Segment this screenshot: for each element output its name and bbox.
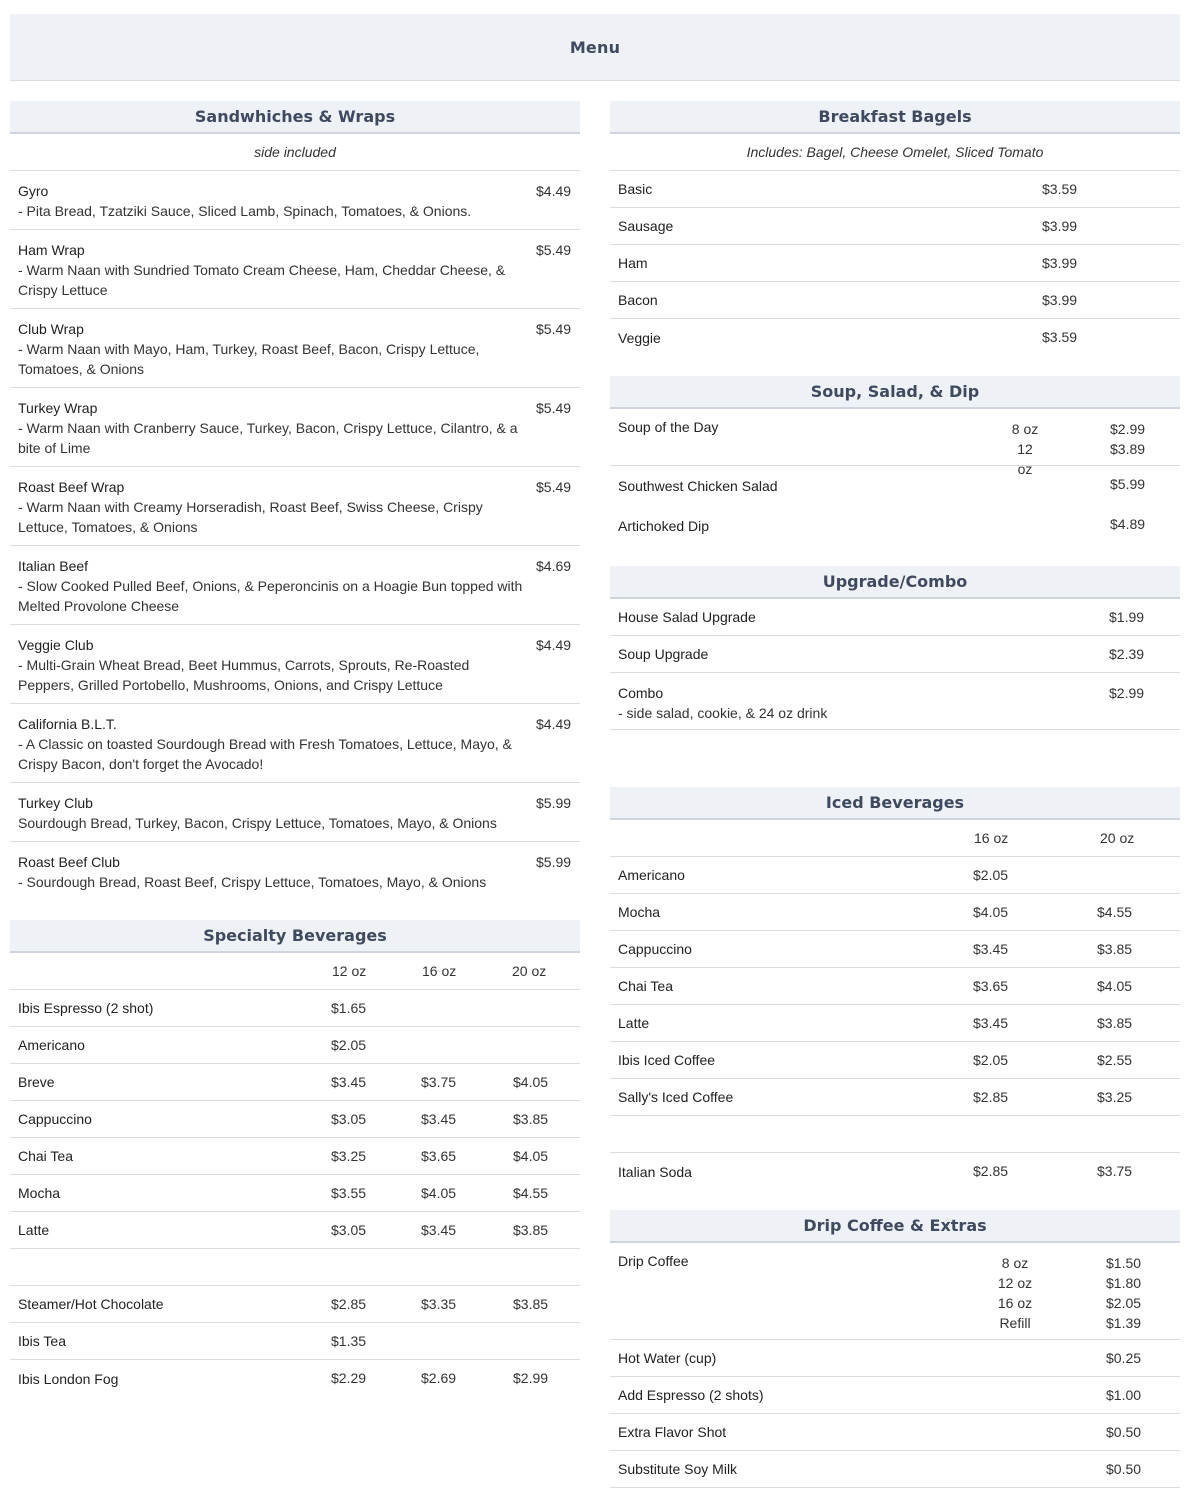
size-label: 12 oz <box>997 1275 1033 1291</box>
size-label: 8 oz <box>1001 1255 1029 1271</box>
spacer-row <box>610 1116 1180 1153</box>
item-name: Italian Beef <box>18 558 89 574</box>
item-text <box>18 635 528 695</box>
item-price: $3.45 <box>421 1222 457 1238</box>
specialty-list-2 <box>10 1286 580 1397</box>
upgrade-list <box>610 599 1180 673</box>
table-row <box>10 990 580 1027</box>
list-item <box>610 599 1180 636</box>
list-item <box>610 1340 1180 1377</box>
item-name: Steamer/Hot Chocolate <box>18 1296 164 1312</box>
item-name: Combo <box>618 685 664 701</box>
item-price: $4.49 <box>536 183 572 199</box>
item-name: Add Espresso (2 shots) <box>618 1387 764 1403</box>
item-price: $5.49 <box>536 479 572 495</box>
item-name: Cappuccino <box>18 1111 92 1127</box>
size-list <box>990 1253 1040 1333</box>
menu-item <box>10 704 580 783</box>
list-item <box>610 319 1180 356</box>
item-name: Southwest Chicken Salad <box>618 478 778 494</box>
item-text <box>18 240 528 300</box>
table-row <box>10 1212 580 1249</box>
menu-item <box>10 625 580 704</box>
item-price: $0.50 <box>1106 1461 1142 1477</box>
item-name: Substitute Soy Milk <box>618 1461 738 1477</box>
item-price: $4.49 <box>536 637 572 653</box>
section-note: Includes: Bagel, Cheese Omelet, Sliced Tomato <box>610 134 1180 171</box>
item-name: Breve <box>18 1074 55 1090</box>
item-name: Veggie <box>618 329 661 346</box>
table-row <box>10 1064 580 1101</box>
left-column <box>10 101 580 1397</box>
item-name: Ibis Tea <box>18 1333 66 1349</box>
sandwiches-section <box>10 101 580 900</box>
size-label: 12 oz <box>332 963 367 979</box>
iced-section <box>610 787 1180 1190</box>
item-price: $3.99 <box>1042 255 1078 271</box>
item-price: $2.39 <box>1109 646 1145 662</box>
item-name: Latte <box>18 1222 50 1238</box>
item-price: $4.05 <box>1097 978 1133 994</box>
sandwich-list <box>10 171 580 900</box>
item-price: $3.45 <box>973 941 1009 957</box>
item-name: Gyro <box>18 183 49 199</box>
iced-list-2 <box>610 1153 1180 1190</box>
menu-item <box>10 467 580 546</box>
item-price: $5.99 <box>536 854 572 870</box>
item-name: Chai Tea <box>18 1148 74 1164</box>
item-price: $4.55 <box>513 1185 549 1201</box>
item-name: Roast Beef Wrap <box>18 479 125 495</box>
item-price: $3.35 <box>421 1296 457 1312</box>
item-price: $2.05 <box>973 1052 1009 1068</box>
item-price: $1.80 <box>1106 1275 1142 1291</box>
item-price: $5.99 <box>536 795 572 811</box>
spacer-row <box>10 1249 580 1286</box>
soup-list <box>610 466 1180 546</box>
item-price: $4.05 <box>513 1074 549 1090</box>
item-price: $3.25 <box>331 1148 367 1164</box>
item-price: $3.25 <box>1097 1089 1133 1105</box>
drip-section <box>610 1210 1180 1488</box>
item-name: Cappuccino <box>618 941 692 957</box>
item-name: Sausage <box>618 218 674 234</box>
item-name: Mocha <box>618 904 661 920</box>
table-row <box>10 1360 580 1397</box>
item-desc: - Warm Naan with Cranberry Sauce, Turkey, Bacon, Crispy Lettuce, Cilantro, & a bite of Lime <box>18 420 518 456</box>
table-row <box>10 1323 580 1360</box>
item-name: Extra Flavor Shot <box>618 1424 727 1440</box>
item-name: Club Wrap <box>18 321 84 337</box>
table-row <box>10 1286 580 1323</box>
item-name: Ibis Espresso (2 shot) <box>18 1000 154 1016</box>
item-price: $2.85 <box>973 1163 1009 1179</box>
item-price: $2.05 <box>1106 1295 1142 1311</box>
item-name: Soup of the Day <box>618 419 719 435</box>
item-price: $1.65 <box>331 1000 367 1016</box>
table-row <box>610 857 1180 894</box>
iced-list <box>610 857 1180 1116</box>
table-row <box>610 1153 1180 1190</box>
item-name: Roast Beef Club <box>18 854 120 870</box>
section-note: side included <box>10 134 580 171</box>
section-title: Iced Beverages <box>610 787 1180 820</box>
page-header <box>10 14 1180 81</box>
item-price: $1.99 <box>1109 609 1145 625</box>
size-label: 12 oz <box>1017 441 1033 477</box>
item-price: $3.65 <box>421 1148 457 1164</box>
item-text <box>18 714 528 774</box>
item-name: Ibis Iced Coffee <box>618 1052 716 1068</box>
item-name: Latte <box>618 1015 650 1031</box>
item-price: $2.99 <box>1109 685 1145 701</box>
item-price: $1.39 <box>1106 1315 1142 1331</box>
item-price: $3.59 <box>1042 329 1078 345</box>
item-price: $1.50 <box>1106 1255 1142 1271</box>
item-price: $0.25 <box>1106 1350 1142 1366</box>
menu-item <box>10 546 580 625</box>
size-label: 8 oz <box>1011 421 1039 437</box>
item-name: Americano <box>18 1037 85 1053</box>
table-row <box>10 1101 580 1138</box>
item-price: $2.85 <box>973 1089 1009 1105</box>
table-row <box>610 968 1180 1005</box>
section-title: Breakfast Bagels <box>610 101 1180 134</box>
item-name: Drip Coffee <box>618 1253 689 1269</box>
item-name: Turkey Club <box>18 795 93 811</box>
table-row <box>10 1027 580 1064</box>
table-row <box>610 1042 1180 1079</box>
item-desc: - side salad, cookie, & 24 oz drink <box>618 705 828 721</box>
item-price: $3.75 <box>1097 1163 1133 1179</box>
item-price: $5.49 <box>536 400 572 416</box>
section-title: Specialty Beverages <box>10 920 580 953</box>
item-price: $4.49 <box>536 716 572 732</box>
list-item <box>610 1451 1180 1488</box>
item-name: Ibis London Fog <box>18 1370 119 1387</box>
size-header-row <box>10 953 580 990</box>
item-text <box>18 319 528 379</box>
item-price: $3.75 <box>421 1074 457 1090</box>
item-price: $3.05 <box>331 1111 367 1127</box>
item-price: $3.85 <box>1097 1015 1133 1031</box>
page-title: Menu <box>569 37 621 57</box>
menu-item <box>10 388 580 467</box>
drip-list <box>610 1340 1180 1488</box>
item-name: Mocha <box>18 1185 61 1201</box>
size-label: 16 oz <box>997 1295 1033 1311</box>
list-item <box>610 1414 1180 1451</box>
item-price: $3.45 <box>973 1015 1009 1031</box>
table-row <box>10 1138 580 1175</box>
bagels-section <box>610 101 1180 356</box>
item-text <box>18 398 528 458</box>
section-title: Drip Coffee & Extras <box>610 1210 1180 1243</box>
item-price: $3.45 <box>421 1111 457 1127</box>
item-text <box>618 683 827 723</box>
table-row <box>610 1005 1180 1042</box>
menu-item <box>10 309 580 388</box>
item-price: $2.99 <box>513 1370 549 1386</box>
item-price: $2.55 <box>1097 1052 1133 1068</box>
list-item <box>610 673 1180 730</box>
item-price: $4.89 <box>1110 516 1146 532</box>
right-column <box>610 101 1180 1488</box>
item-name: Hot Water (cup) <box>618 1350 717 1366</box>
list-item <box>610 1377 1180 1414</box>
item-price: $2.29 <box>331 1370 367 1386</box>
price-list <box>1106 1253 1141 1333</box>
table-row <box>610 1079 1180 1116</box>
item-price: $1.00 <box>1106 1387 1142 1403</box>
item-name: Basic <box>618 181 653 197</box>
item-price: $5.99 <box>1110 476 1146 492</box>
size-label: 20 oz <box>512 963 547 979</box>
item-name: Soup Upgrade <box>618 646 709 662</box>
item-price: $2.69 <box>421 1370 457 1386</box>
item-price: $3.05 <box>331 1222 367 1238</box>
menu-item <box>10 230 580 309</box>
section-title: Sandwhiches & Wraps <box>10 101 580 134</box>
item-desc: - A Classic on toasted Sourdough Bread with Fresh Tomatoes, Lettuce, Mayo, & Crispy Bacon, don't forget the Avocado! <box>18 736 512 772</box>
item-name: House Salad Upgrade <box>618 609 756 625</box>
list-item <box>610 506 1180 546</box>
soup-section <box>610 376 1180 546</box>
upgrade-section <box>610 566 1180 730</box>
item-price: $4.55 <box>1097 904 1133 920</box>
item-desc: - Warm Naan with Sundried Tomato Cream Cheese, Ham, Cheddar Cheese, & Crispy Lettuce <box>18 262 506 298</box>
item-name: Ham Wrap <box>18 242 85 258</box>
section-title: Upgrade/Combo <box>610 566 1180 599</box>
list-item <box>610 171 1180 208</box>
item-price: $2.05 <box>331 1037 367 1053</box>
item-name: California B.L.T. <box>18 716 117 732</box>
item-text <box>18 181 528 221</box>
item-price: $3.85 <box>513 1296 549 1312</box>
item-price: $4.05 <box>513 1148 549 1164</box>
section-title: Soup, Salad, & Dip <box>610 376 1180 409</box>
item-price: $3.99 <box>1042 218 1078 234</box>
item-price: $4.05 <box>973 904 1009 920</box>
list-item <box>610 245 1180 282</box>
item-text <box>18 477 528 537</box>
item-desc: - Slow Cooked Pulled Beef, Onions, & Peperoncinis on a Hoagie Bun topped with Melted Provolone Cheese <box>18 578 523 614</box>
item-price: $4.05 <box>421 1185 457 1201</box>
price-list <box>1110 419 1145 459</box>
item-price: $3.55 <box>331 1185 367 1201</box>
item-price: $3.45 <box>331 1074 367 1090</box>
list-item <box>610 636 1180 673</box>
item-price: $3.99 <box>1042 292 1078 308</box>
item-price: $3.59 <box>1042 181 1078 197</box>
table-row <box>610 931 1180 968</box>
item-name: Veggie Club <box>18 637 94 653</box>
item-name: Americano <box>618 867 685 883</box>
menu-item <box>10 783 580 842</box>
item-price: $3.65 <box>973 978 1009 994</box>
item-price: $5.49 <box>536 242 572 258</box>
item-name: Italian Soda <box>618 1163 692 1180</box>
item-desc: - Multi-Grain Wheat Bread, Beet Hummus, Carrots, Sprouts, Re-Roasted Peppers, Grilled Portobello, Mushrooms, Onions, and Crispy Lettuce <box>18 657 470 693</box>
table-row <box>10 1175 580 1212</box>
item-name: Sally's Iced Coffee <box>618 1089 734 1105</box>
list-item <box>610 409 1180 477</box>
specialty-section <box>10 920 580 1397</box>
item-price: $5.49 <box>536 321 572 337</box>
item-price: $3.85 <box>513 1222 549 1238</box>
item-price: $1.35 <box>331 1333 367 1349</box>
item-name: Turkey Wrap <box>18 400 98 416</box>
item-desc: - Pita Bread, Tzatziki Sauce, Sliced Lamb, Spinach, Tomatoes, & Onions. <box>18 203 472 219</box>
item-price: $3.85 <box>513 1111 549 1127</box>
item-price: $3.89 <box>1110 441 1146 457</box>
size-label: 20 oz <box>1100 830 1135 846</box>
item-price: $4.69 <box>536 558 572 574</box>
item-desc: - Warm Naan with Mayo, Ham, Turkey, Roast Beef, Bacon, Crispy Lettuce, Tomatoes, & Onions <box>18 341 480 377</box>
item-name: Chai Tea <box>618 978 674 994</box>
menu-item <box>10 842 580 900</box>
list-item <box>610 282 1180 319</box>
item-desc: Sourdough Bread, Turkey, Bacon, Crispy Lettuce, Tomatoes, Mayo, & Onions <box>18 815 497 831</box>
size-label: 16 oz <box>422 963 457 979</box>
item-text <box>18 793 528 833</box>
item-name: Ham <box>618 255 648 271</box>
item-price: $2.99 <box>1110 421 1146 437</box>
list-item <box>610 208 1180 245</box>
size-label: 16 oz <box>974 830 1009 846</box>
specialty-list <box>10 990 580 1249</box>
item-price: $2.05 <box>973 867 1009 883</box>
list-item <box>610 1243 1180 1340</box>
item-price: $3.85 <box>1097 941 1133 957</box>
bagel-list <box>610 171 1180 356</box>
table-row <box>610 894 1180 931</box>
item-desc: - Sourdough Bread, Roast Beef, Crispy Lettuce, Tomatoes, Mayo, & Onions <box>18 874 487 890</box>
list-item <box>610 466 1180 506</box>
item-name: Bacon <box>618 292 658 308</box>
item-text <box>18 852 528 892</box>
item-desc: - Warm Naan with Creamy Horseradish, Roast Beef, Swiss Cheese, Crispy Lettuce, Tomatoes, & Onions <box>18 499 483 535</box>
size-header-row <box>610 820 1180 857</box>
item-price: $2.85 <box>331 1296 367 1312</box>
item-text <box>18 556 528 616</box>
item-price: $0.50 <box>1106 1424 1142 1440</box>
item-name: Artichoked Dip <box>618 518 710 534</box>
menu-item <box>10 171 580 230</box>
size-label: Refill <box>999 1315 1031 1331</box>
